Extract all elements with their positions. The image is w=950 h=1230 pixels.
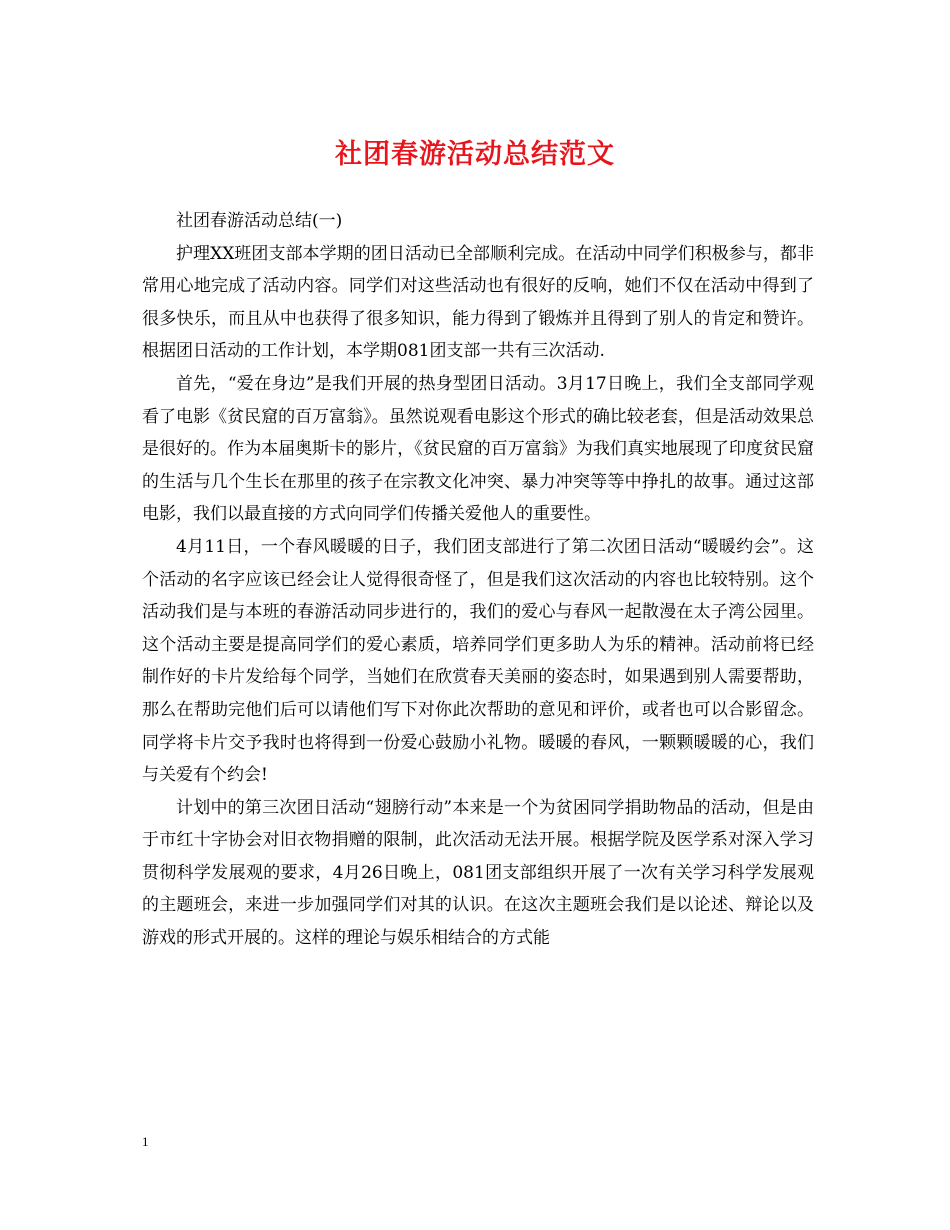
document-body (142, 205, 814, 955)
body-paragraph-3: 4月11日，一个春风暖暖的日子，我们团支部进行了第二次团日活动“暖暖约会”。这个活动的名字应该已经会让人觉得很奇怪了，但是我们这次活动的内容也比较特别。这个活动我们是与本班的春游活动同步进行的，我们的爱心与春风一起散漫在太子湾公园里。这个活动主要是提高同学们的爱心素质，培养同学们更多助人为乐的精神。活动前将已经制作好的卡片发给每个同学，当她们在欣赏春天美丽的姿态时，如果遇到别人需要帮助，那么在帮助完他们后可以请他们写下对你此次帮助的意见和评价，或者也可以合影留念。同学将卡片交予我时也将得到一份爱心鼓励小礼物。暖暖的春风，一颗颗暖暖的心，我们与关爱有个约会! (142, 536, 814, 786)
document-title: 社团春游活动总结范文 (335, 139, 615, 170)
page-number: 1 (142, 1134, 149, 1149)
section-heading: 社团春游活动总结(一) (176, 211, 343, 231)
body-paragraph-2: 首先，“爱在身边”是我们开展的热身型团日活动。3月17日晚上，我们全支部同学观看了电影《贫民窟的百万富翁》。虽然说观看电影这个形式的确比较老套，但是活动效果总是很好的。作为本届奥斯卡的影片，《贫民窟的百万富翁》为我们真实地展现了印度贫民窟的生活与几个生长在那里的孩子在宗教文化冲突、暴力冲突等等中挣扎的故事。通过这部电影，我们以最直接的方式向同学们传播关爱他人的重要性。 (142, 373, 814, 525)
body-paragraph-1: 护理XX班团支部本学期的团日活动已全部顺利完成。在活动中同学们积极参与，都非常用心地完成了活动内容。同学们对这些活动也有很好的反响，她们不仅在活动中得到了很多快乐，而且从中也获得了很多知识，能力得到了锻炼并且得到了别人的肯定和赞许。根据团日活动的工作计划，本学期081团支部一共有三次活动. (142, 243, 814, 362)
body-paragraph-4: 计划中的第三次团日活动“翅膀行动”本来是一个为贫困同学捐助物品的活动，但是由于市红十字协会对旧衣物捐赠的限制，此次活动无法开展。根据学院及医学系对深入学习贯彻科学发展观的要求，4月26日晚上，081团支部组织开展了一次有关学习科学发展观的主题班会，来进一步加强同学们对其的认识。在这次主题班会我们是以论述、辩论以及游戏的形式开展的。这样的理论与娱乐相结合的方式能 (142, 797, 814, 949)
